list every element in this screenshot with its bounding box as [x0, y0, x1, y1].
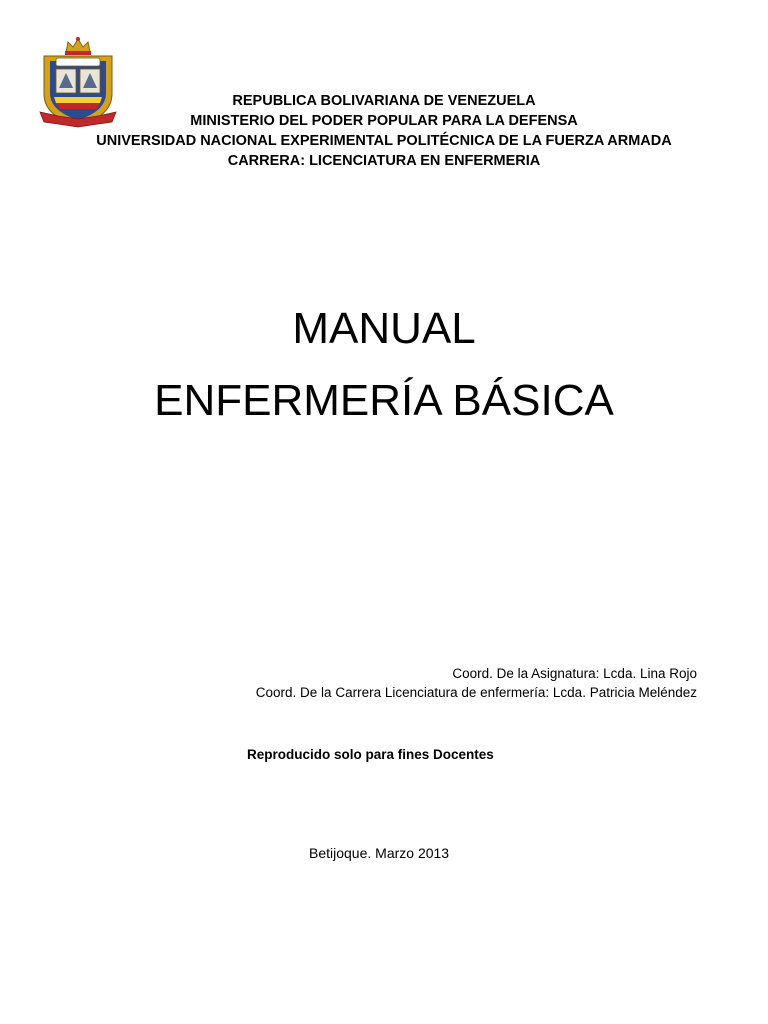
- institution-header: [0, 91, 768, 171]
- coordinators-block: [256, 664, 697, 702]
- header-line-country: REPUBLICA BOLIVARIANA DE VENEZUELA: [232, 93, 536, 109]
- subject-coordinator: Coord. De la Asignatura: Lcda. Lina Rojo: [452, 666, 697, 681]
- document-title-line-1: MANUAL: [292, 304, 476, 353]
- reproduction-note: Reproducido solo para fines Docentes: [247, 747, 494, 762]
- header-line-university: UNIVERSIDAD NACIONAL EXPERIMENTAL POLITÉCNICA DE LA FUERZA ARMADA: [96, 133, 672, 149]
- career-coordinator: Coord. De la Carrera Licenciatura de enfermería: Lcda. Patricia Meléndez: [255, 685, 697, 700]
- header-line-ministry: MINISTERIO DEL PODER POPULAR PARA LA DEFENSA: [190, 113, 578, 129]
- place-and-date: Betijoque. Marzo 2013: [309, 845, 450, 861]
- header-line-career: CARRERA: LICENCIATURA EN ENFERMERIA: [227, 153, 541, 169]
- document-title-line-2: ENFERMERÍA BÁSICA: [154, 376, 614, 425]
